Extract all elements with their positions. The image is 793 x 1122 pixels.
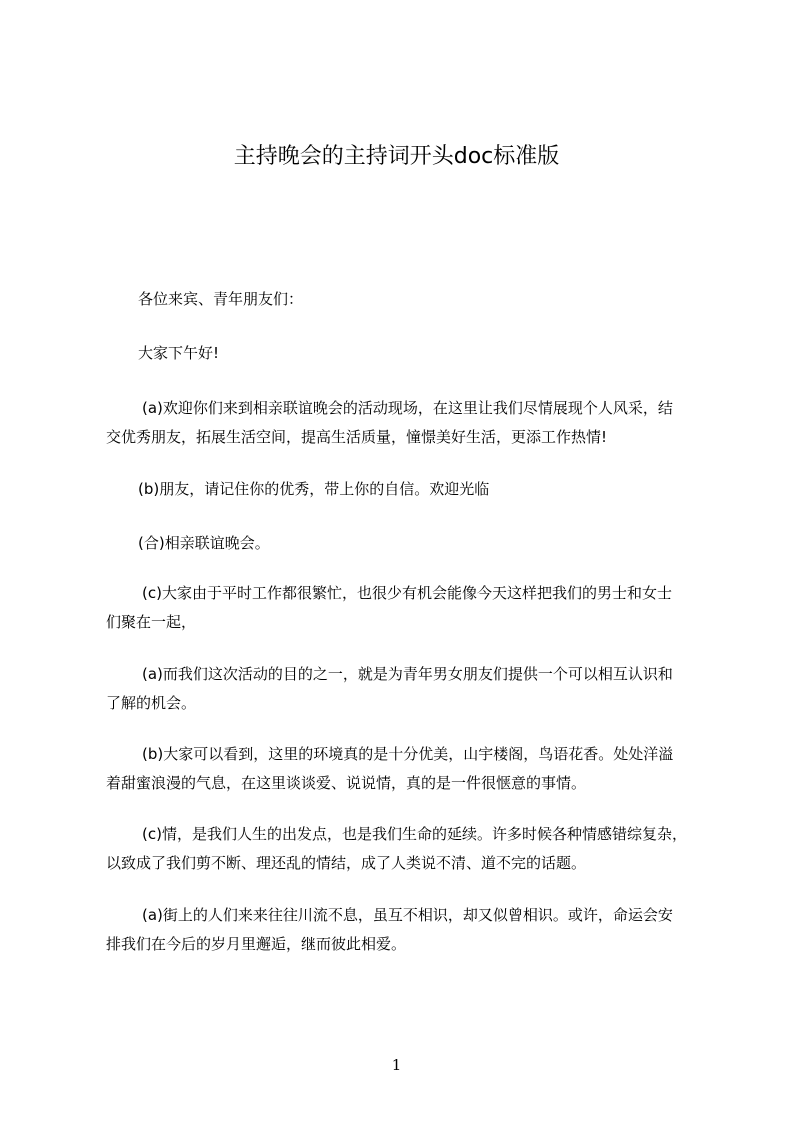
paragraph-line: (a)欢迎你们来到相亲联谊晚会的活动现场，在这里让我们尽情展现个人风采，结 <box>142 399 673 417</box>
paragraph-line: (c)大家由于平时工作都很繁忙，也很少有机会能像今天这样把我们的男士和女士 <box>142 584 672 602</box>
paragraph-busy <box>106 579 712 637</box>
page-number: 1 <box>391 1056 402 1074</box>
paragraph-line: (合)相亲联谊晚会。 <box>138 534 270 552</box>
paragraph-line: 了解的机会。 <box>106 694 197 712</box>
paragraph-purpose <box>106 660 712 718</box>
paragraph-line: (a)而我们这次活动的目的之一，就是为青年男女朋友们提供一个可以相互认识和 <box>142 665 673 683</box>
paragraph-line: (b)大家可以看到，这里的环境真的是十分优美，山宇楼阁，鸟语花香。处处洋溢 <box>142 745 674 763</box>
paragraph-line: (a)街上的人们来来往往川流不息，虽互不相识，却又似曾相识。或许，命运会安 <box>142 906 673 924</box>
paragraph-line: 交优秀朋友，拓展生活空间，提高生活质量，憧憬美好生活，更添工作热情! <box>106 428 608 446</box>
paragraph-good-afternoon <box>106 339 712 368</box>
paragraph-street <box>106 901 712 959</box>
page-title: 主持晚会的主持词开头doc标准版 <box>233 144 560 169</box>
paragraph-line: 大家下午好! <box>138 344 220 362</box>
paragraph-line: 着甜蜜浪漫的气息，在这里谈谈爱、说说情，真的是一件很惬意的事情。 <box>106 774 587 792</box>
paragraph-line: 们聚在一起， <box>106 613 197 631</box>
paragraph-welcome <box>106 394 712 452</box>
paragraph-line: 各位来宾、青年朋友们： <box>138 290 304 308</box>
paragraph-line: 排我们在今后的岁月里邂逅，继而彼此相爱。 <box>106 935 407 953</box>
paragraph-environment <box>106 740 712 798</box>
paragraph-line: (b)朋友，请记住你的优秀，带上你的自信。欢迎光临 <box>138 480 490 498</box>
paragraph-line: 以致成了我们剪不断、理还乱的情结，成了人类说不清、道不完的话题。 <box>106 854 587 872</box>
paragraph-together <box>106 529 712 558</box>
paragraph-friends <box>106 475 712 504</box>
paragraph-emotion <box>106 820 712 878</box>
paragraph-line: (c)情，是我们人生的出发点，也是我们生命的延续。许多时候各种情感错综复杂， <box>142 825 687 843</box>
paragraph-greeting <box>106 285 712 314</box>
